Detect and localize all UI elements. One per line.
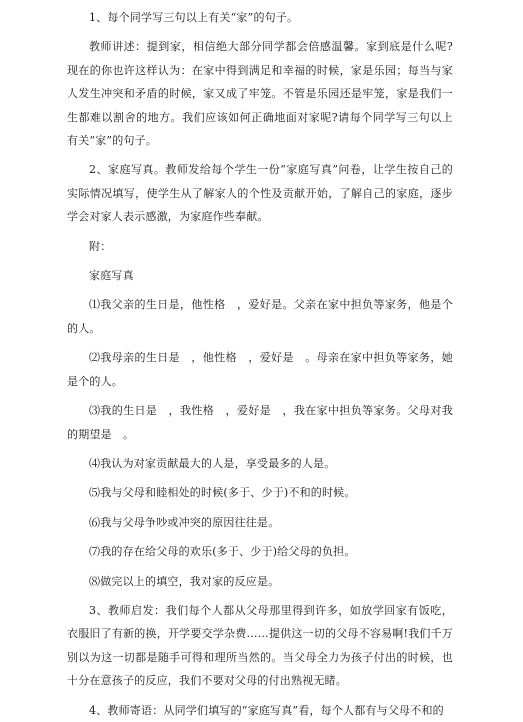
- paragraph-task-4: 4、教师寄语：从同学们填写的“家庭写真”看，每个人都有与父母不和的: [89, 703, 444, 717]
- paragraph-appendix-label: 附：: [89, 239, 112, 253]
- paragraph-item-7: ⑺我的存在给父母的欢乐(多于、少于)给父母的负担。: [89, 545, 356, 559]
- paragraph-task-1: 1、每个同学写三句以上有关“家”的句子。: [89, 11, 299, 24]
- paragraph-family-portrait-title: 家庭写真: [89, 269, 134, 283]
- paragraph-item-6: ⑹我与父母争吵或冲突的原因往往是。: [89, 515, 280, 529]
- paragraph-teacher-narration: 教师讲述：提到家，相信绝大部分同学都会倍感温馨。家到底是什么呢?现在的你也许这样认为：在家中得到满足和幸福的时候，家是乐园；每当与家人发生冲突和矛盾的时候，家又成了牢笼。不管是乐园还是牢笼，家是我们一生都难以割舍的地方。我们应该如何正确地面对家呢?请每个同学写三句以上有关“家”的句子。: [67, 40, 453, 148]
- paragraph-item-5: ⑸我与父母和睦相处的时候(多于、少于)不和的时候。: [89, 486, 356, 500]
- document-page: [67, 6, 453, 722]
- paragraph-task-3: 3、教师启发：我们每个人都从父母那里得到许多，如放学回家有饭吃，衣服旧了有新的换，开学要交学杂费……提供这一切的父母不容易啊!我们千万别以为这一切都是随手可得和理所当然的。当父母全力为孩子付出的时候，也十分在意孩子的反应，我们不要对父母的付出熟视无睹。: [67, 603, 453, 688]
- paragraph-item-2: ⑵我母亲的生日是 ，他性格 ，爱好是 。母亲在家中担负等家务，她是个的人。: [67, 351, 453, 388]
- paragraph-task-2: 2、家庭写真。教师发给每个学生一份“家庭写真”问卷，让学生按自己的实际情况填写，使学生从了解家人的个性及贡献开始，了解自己的家庭，逐步学会对家人表示感激，为家庭作些奉献。: [67, 163, 453, 224]
- paragraph-item-3: ⑶我的生日是 ，我性格 ，爱好是 ，我在家中担负等家务。父母对我的期望是 。: [67, 404, 453, 441]
- paragraph-item-8: ⑻做完以上的填空，我对家的反应是。: [89, 574, 280, 588]
- paragraph-item-4: ⑷我认为对家贡献最大的人是，享受最多的人是。: [89, 456, 336, 470]
- paragraph-item-1: ⑴我父亲的生日是，他性格 ，爱好是。父亲在家中担负等家务，他是个的人。: [67, 298, 453, 335]
